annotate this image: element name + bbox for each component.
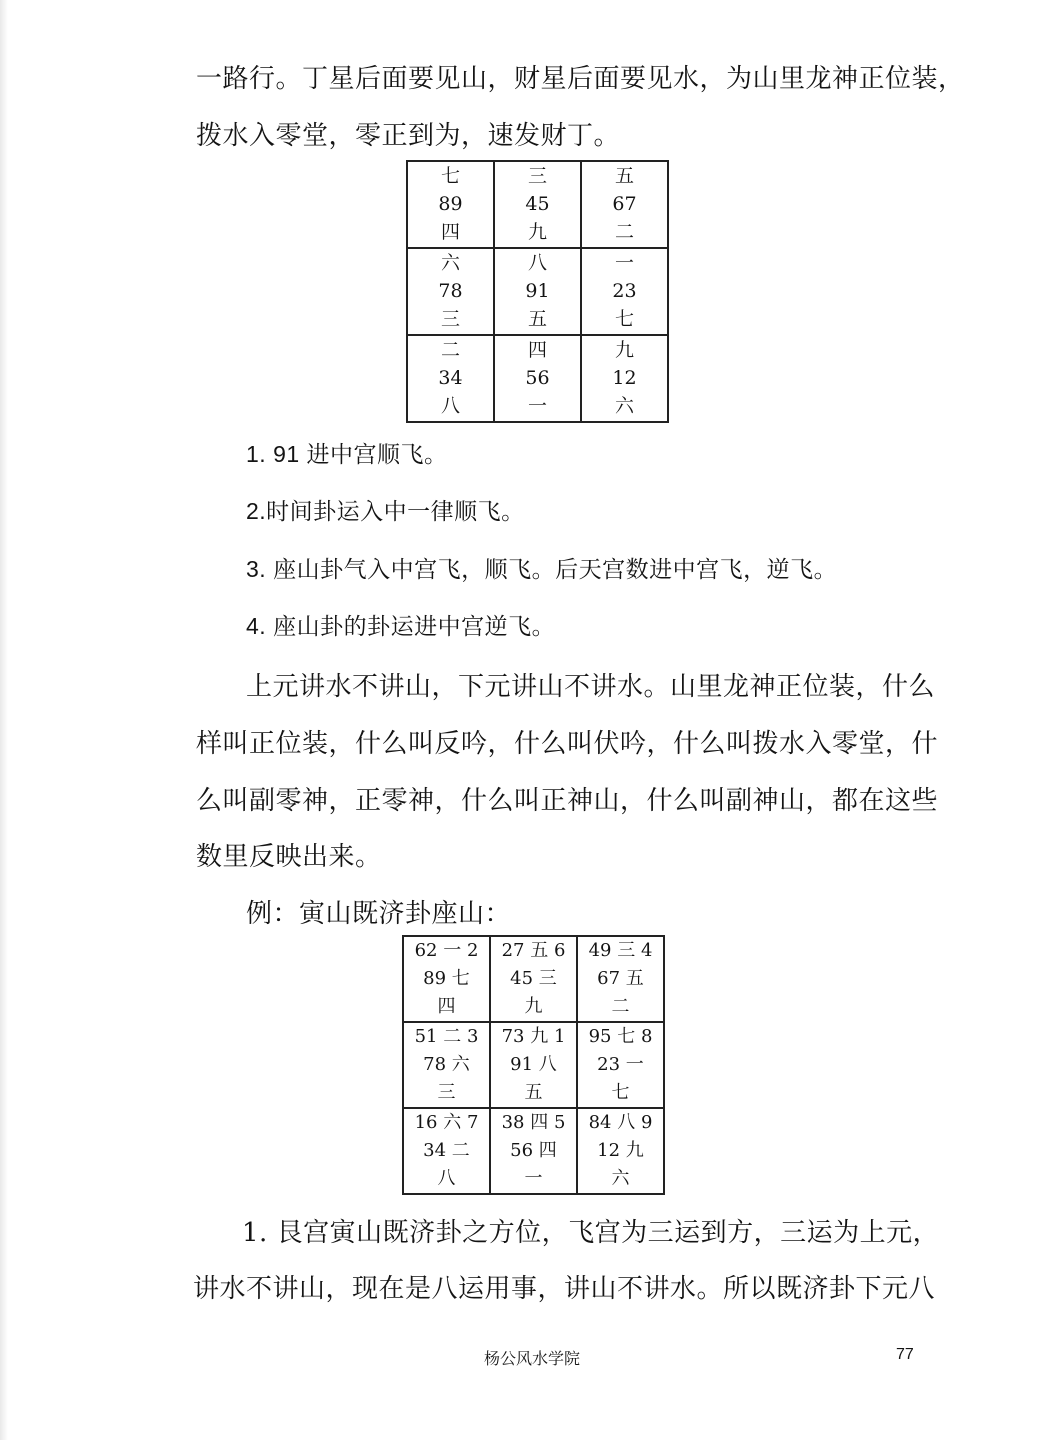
palace-cell xyxy=(577,1022,664,1108)
cell-line: 91 八 xyxy=(510,1054,557,1075)
cell-line: 八 xyxy=(437,1168,456,1189)
cell-line: 49 三 4 xyxy=(588,940,653,961)
cell-line: 89 xyxy=(438,193,463,215)
page-number: 77 xyxy=(896,1346,914,1363)
chart-row xyxy=(407,335,668,422)
cell-line: 45 三 xyxy=(510,968,557,989)
closing-line-1: 1. 艮宫寅山既济卦之方位，飞宫为三运到方，三运为上元， xyxy=(242,1218,940,1248)
chart-row xyxy=(403,936,664,1022)
palace-cell xyxy=(403,936,490,1022)
chart-row xyxy=(403,1022,664,1108)
cell-line: 一 xyxy=(614,252,634,274)
cell-line: 七 xyxy=(611,1082,630,1103)
rule-1: 1. 91 进中宫顺飞。 xyxy=(246,441,448,467)
footer-publisher: 杨公风水学院 xyxy=(484,1351,581,1368)
rule-3: 3. 座山卦气入中宫飞，顺飞。后天宫数进中宫飞，逆飞。 xyxy=(246,556,838,582)
palace-cell xyxy=(581,248,668,335)
palace-cell xyxy=(407,248,494,335)
palace-cell xyxy=(403,1108,490,1194)
palace-cell xyxy=(581,335,668,422)
cell-line: 五 xyxy=(524,1082,543,1103)
flying-star-chart-2 xyxy=(402,935,665,1195)
chart-row xyxy=(407,161,668,248)
cell-line: 27 五 6 xyxy=(501,940,566,961)
chart-row xyxy=(403,1108,664,1194)
cell-line: 四 xyxy=(527,339,547,361)
palace-cell xyxy=(494,248,581,335)
palace-cell xyxy=(494,161,581,248)
cell-line: 三 xyxy=(527,165,547,187)
cell-line: 78 xyxy=(438,280,463,302)
cell-line: 67 五 xyxy=(597,968,644,989)
cell-line: 七 xyxy=(440,165,460,187)
paragraph-line-2: 样叫正位装，什么叫反吟，什么叫伏吟，什么叫拨水入零堂，什 xyxy=(196,729,939,759)
cell-line: 45 xyxy=(525,193,550,215)
cell-line: 73 九 1 xyxy=(501,1026,566,1047)
cell-line: 六 xyxy=(611,1168,630,1189)
cell-line: 四 xyxy=(437,996,456,1017)
paragraph-line-1: 上元讲水不讲山，下元讲山不讲水。山里龙神正位装，什么 xyxy=(246,672,936,702)
palace-cell xyxy=(577,936,664,1022)
example-label: 例：寅山既济卦座山： xyxy=(246,899,512,929)
cell-line: 五 xyxy=(527,308,547,330)
cell-line: 五 xyxy=(614,165,634,187)
cell-line: 23 一 xyxy=(597,1054,644,1075)
cell-line: 三 xyxy=(440,308,460,330)
cell-line: 23 xyxy=(612,280,637,302)
cell-line: 67 xyxy=(612,193,637,215)
cell-line: 89 七 xyxy=(423,968,470,989)
paragraph-line-4: 数里反映出来。 xyxy=(196,842,382,872)
chart-row xyxy=(407,248,668,335)
palace-cell xyxy=(407,335,494,422)
cell-line: 62 一 2 xyxy=(414,940,479,961)
cell-line: 八 xyxy=(527,252,547,274)
cell-line: 56 xyxy=(525,367,550,389)
cell-line: 38 四 5 xyxy=(501,1112,566,1133)
palace-cell xyxy=(490,1108,577,1194)
cell-line: 84 八 9 xyxy=(588,1112,653,1133)
cell-line: 九 xyxy=(614,339,634,361)
palace-cell xyxy=(407,161,494,248)
cell-line: 八 xyxy=(440,395,460,417)
rule-4: 4. 座山卦的卦运进中宫逆飞。 xyxy=(246,613,556,639)
palace-cell xyxy=(490,936,577,1022)
intro-line-2: 拨水入零堂，零正到为，速发财丁。 xyxy=(196,121,621,151)
intro-line-1: 一路行。丁星后面要见山，财星后面要见水，为山里龙神正位装， xyxy=(196,64,965,94)
cell-line: 95 七 8 xyxy=(588,1026,653,1047)
palace-cell xyxy=(403,1022,490,1108)
closing-line-2: 讲水不讲山，现在是八运用事，讲山不讲水。所以既济卦下元八 xyxy=(193,1274,936,1304)
cell-line: 六 xyxy=(440,252,460,274)
paragraph-line-3: 么叫副零神，正零神，什么叫正神山，什么叫副神山，都在这些 xyxy=(196,786,939,816)
cell-line: 78 六 xyxy=(423,1054,470,1075)
cell-line: 九 xyxy=(527,221,547,243)
cell-line: 二 xyxy=(614,221,634,243)
cell-line: 34 二 xyxy=(423,1140,470,1161)
palace-cell xyxy=(494,335,581,422)
cell-line: 91 xyxy=(525,280,550,302)
palace-cell xyxy=(577,1108,664,1194)
cell-line: 56 四 xyxy=(510,1140,557,1161)
cell-line: 六 xyxy=(614,395,634,417)
flying-star-chart-1 xyxy=(406,160,669,423)
palace-cell xyxy=(490,1022,577,1108)
cell-line: 一 xyxy=(524,1168,543,1189)
cell-line: 四 xyxy=(440,221,460,243)
cell-line: 七 xyxy=(614,308,634,330)
cell-line: 一 xyxy=(527,395,547,417)
palace-cell xyxy=(581,161,668,248)
cell-line: 九 xyxy=(524,996,543,1017)
cell-line: 12 xyxy=(612,367,637,389)
cell-line: 16 六 7 xyxy=(414,1112,479,1133)
scan-edge xyxy=(0,0,8,1440)
rule-2: 2.时间卦运入中一律顺飞。 xyxy=(246,498,525,524)
cell-line: 三 xyxy=(437,1082,456,1103)
cell-line: 51 二 3 xyxy=(414,1026,479,1047)
cell-line: 二 xyxy=(440,339,460,361)
cell-line: 34 xyxy=(438,367,463,389)
cell-line: 二 xyxy=(611,996,630,1017)
cell-line: 12 九 xyxy=(597,1140,644,1161)
